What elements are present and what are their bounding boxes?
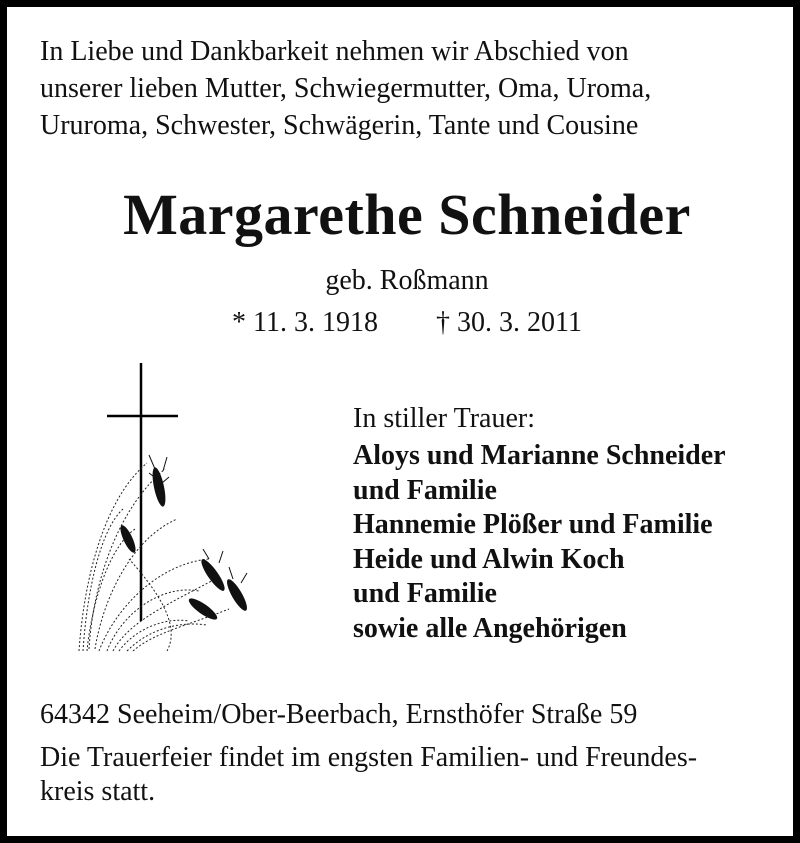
mourner-line: Aloys und Marianne Schneider bbox=[353, 440, 726, 471]
deceased-name: Margarethe Schneider bbox=[123, 182, 691, 247]
intro-line: Ururoma, Schwester, Schwägerin, Tante und Cousine bbox=[40, 110, 639, 141]
intro-line: In Liebe und Dankbarkeit nehmen wir Abschied von bbox=[40, 36, 629, 67]
mourners-block bbox=[353, 401, 793, 646]
notice-line: Die Trauerfeier findet im engsten Familien- und Freundes- bbox=[40, 742, 698, 773]
intro-line: unserer lieben Mutter, Schwiegermutter, Oma, Uroma, bbox=[40, 73, 652, 104]
intro-text bbox=[40, 33, 780, 144]
maiden-name: geb. Roßmann bbox=[325, 265, 489, 296]
mourner-line: Heide und Alwin Koch bbox=[353, 543, 625, 575]
death-date: † 30. 3. 2011 bbox=[436, 307, 582, 338]
cross-with-wheat-icon bbox=[69, 359, 259, 659]
mourners-lead: In stiller Trauer: bbox=[353, 403, 535, 434]
mourner-line: und Familie bbox=[353, 474, 497, 506]
mourner-line: sowie alle Angehörigen bbox=[353, 612, 627, 644]
birth-date: * 11. 3. 1918 bbox=[232, 307, 378, 338]
mourner-line: und Familie bbox=[353, 578, 497, 609]
funeral-notice bbox=[40, 741, 780, 809]
life-dates bbox=[7, 305, 800, 341]
mourner-line: Hannemie Plößer und Familie bbox=[353, 509, 713, 540]
notice-line: kreis statt. bbox=[40, 776, 156, 807]
address: 64342 Seeheim/Ober-Beerbach, Ernsthöfer Straße 59 bbox=[40, 699, 638, 730]
